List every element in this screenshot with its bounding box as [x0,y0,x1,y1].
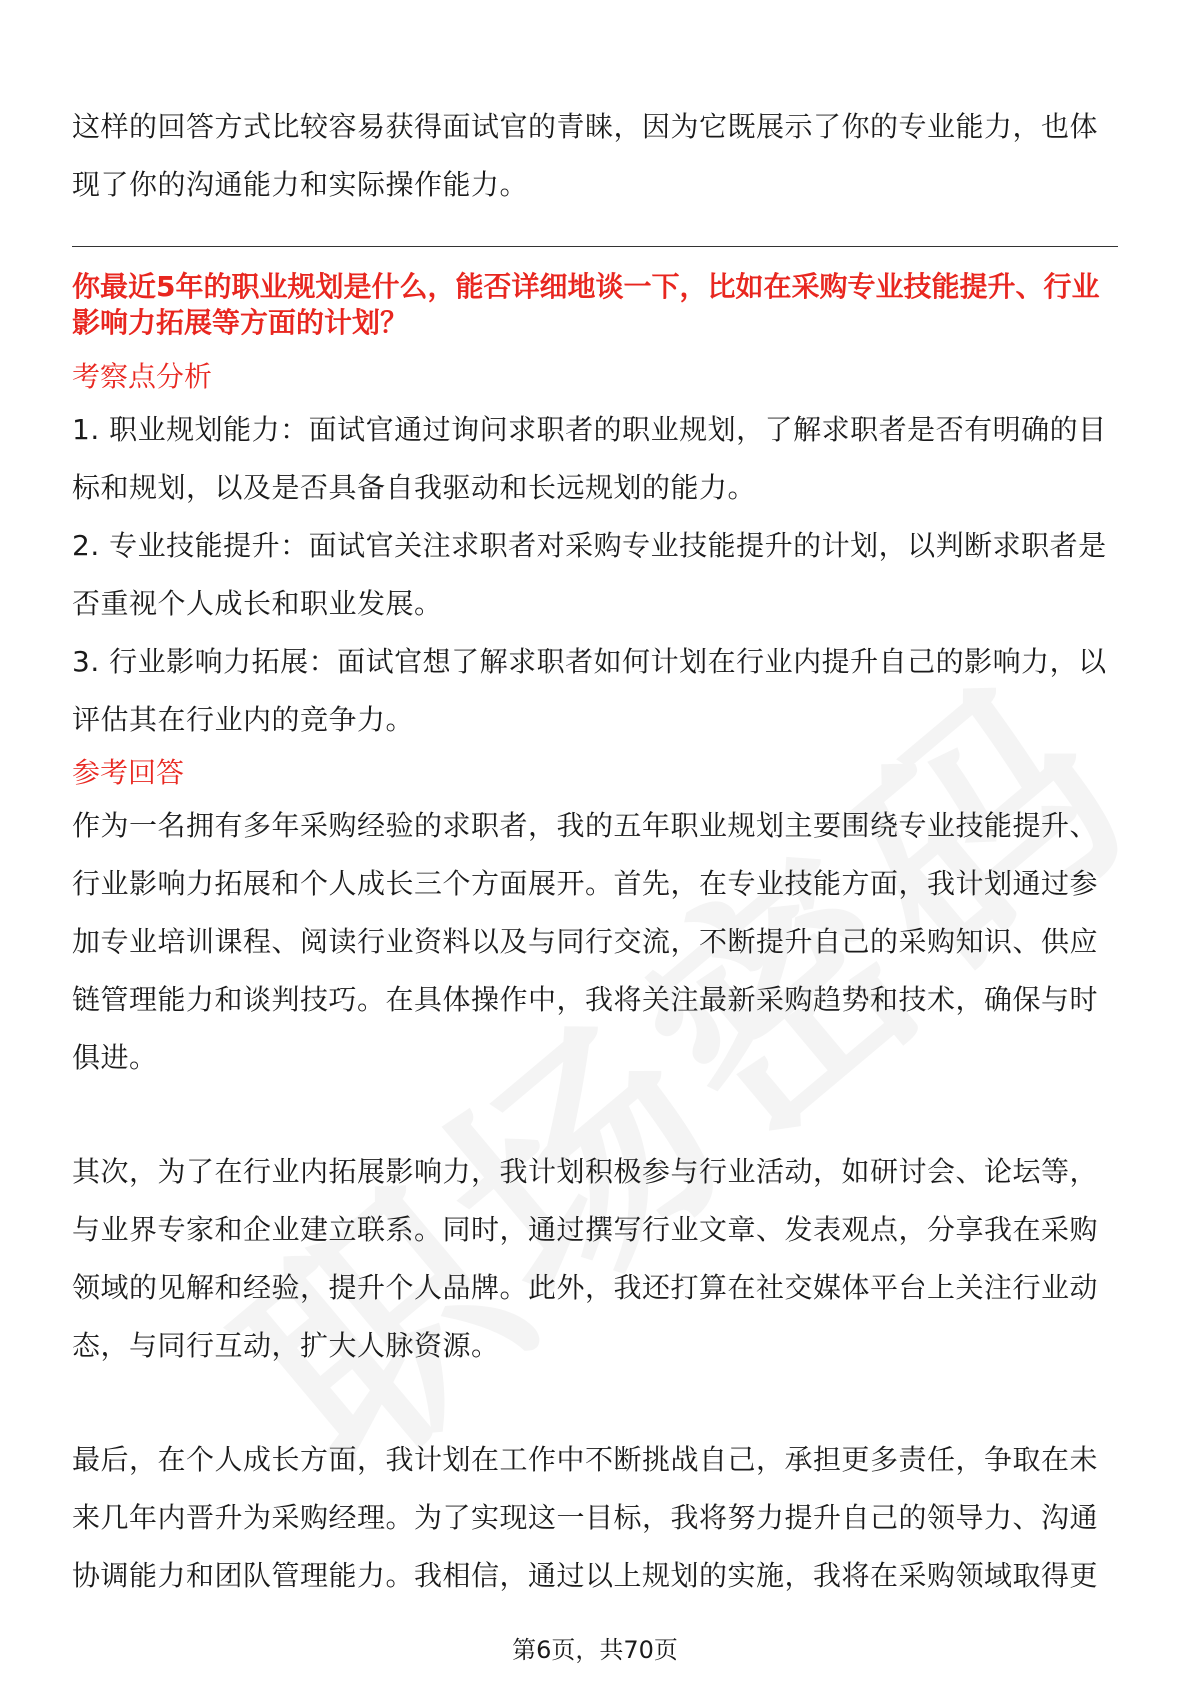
page-content [72,98,1118,1605]
paragraph-gap [72,1375,1118,1431]
analysis-item: 1. 职业规划能力：面试官通过询问求职者的职业规划，了解求职者是否有明确的目标和规划，以及是否具备自我驱动和长远规划的能力。 [72,413,1107,504]
answer-paragraph: 其次，为了在行业内拓展影响力，我计划积极参与行业活动，如研讨会、论坛等，与业界专家和企业建立联系。同时，通过撰写行业文章、发表观点，分享我在采购领域的见解和经验，提升个人品牌。此外，我还打算在社交媒体平台上关注行业动态，与同行互动，扩大人脉资源。 [72,1155,1099,1362]
analysis-title: 考察点分析 [72,360,213,393]
section-divider [72,246,1118,247]
answer-body [72,797,1118,1605]
intro-paragraph: 这样的回答方式比较容易获得面试官的青睐，因为它既展示了你的专业能力，也体现了你的沟通能力和实际操作能力。 [72,110,1099,201]
answer-paragraph: 作为一名拥有多年采购经验的求职者，我的五年职业规划主要围绕专业技能提升、行业影响力拓展和个人成长三个方面展开。首先，在专业技能方面，我计划通过参加专业培训课程、阅读行业资料以及与同行交流，不断提升自己的采购知识、供应链管理能力和谈判技巧。在具体操作中，我将关注最新采购趋势和技术，确保与时俱进。 [72,809,1099,1074]
analysis-list [72,401,1118,749]
analysis-item: 2. 专业技能提升：面试官关注求职者对采购专业技能提升的计划，以判断求职者是否重视个人成长和职业发展。 [72,529,1107,620]
answer-paragraph: 最后，在个人成长方面，我计划在工作中不断挑战自己，承担更多责任，争取在未来几年内晋升为采购经理。为了实现这一目标，我将努力提升自己的领导力、沟通协调能力和团队管理能力。我相信，通过以上规划的实施，我将在采购领域取得更 [72,1443,1099,1592]
answer-title: 参考回答 [72,756,185,789]
analysis-item: 3. 行业影响力拓展：面试官想了解求职者如何计划在行业内提升自己的影响力，以评估其在行业内的竞争力。 [72,645,1107,736]
paragraph-gap [72,1087,1118,1143]
interview-question: 你最近5年的职业规划是什么，能否详细地谈一下，比如在采购专业技能提升、行业影响力拓展等方面的计划？ [72,270,1100,339]
page-number: 第6页，共70页 [512,1636,678,1664]
